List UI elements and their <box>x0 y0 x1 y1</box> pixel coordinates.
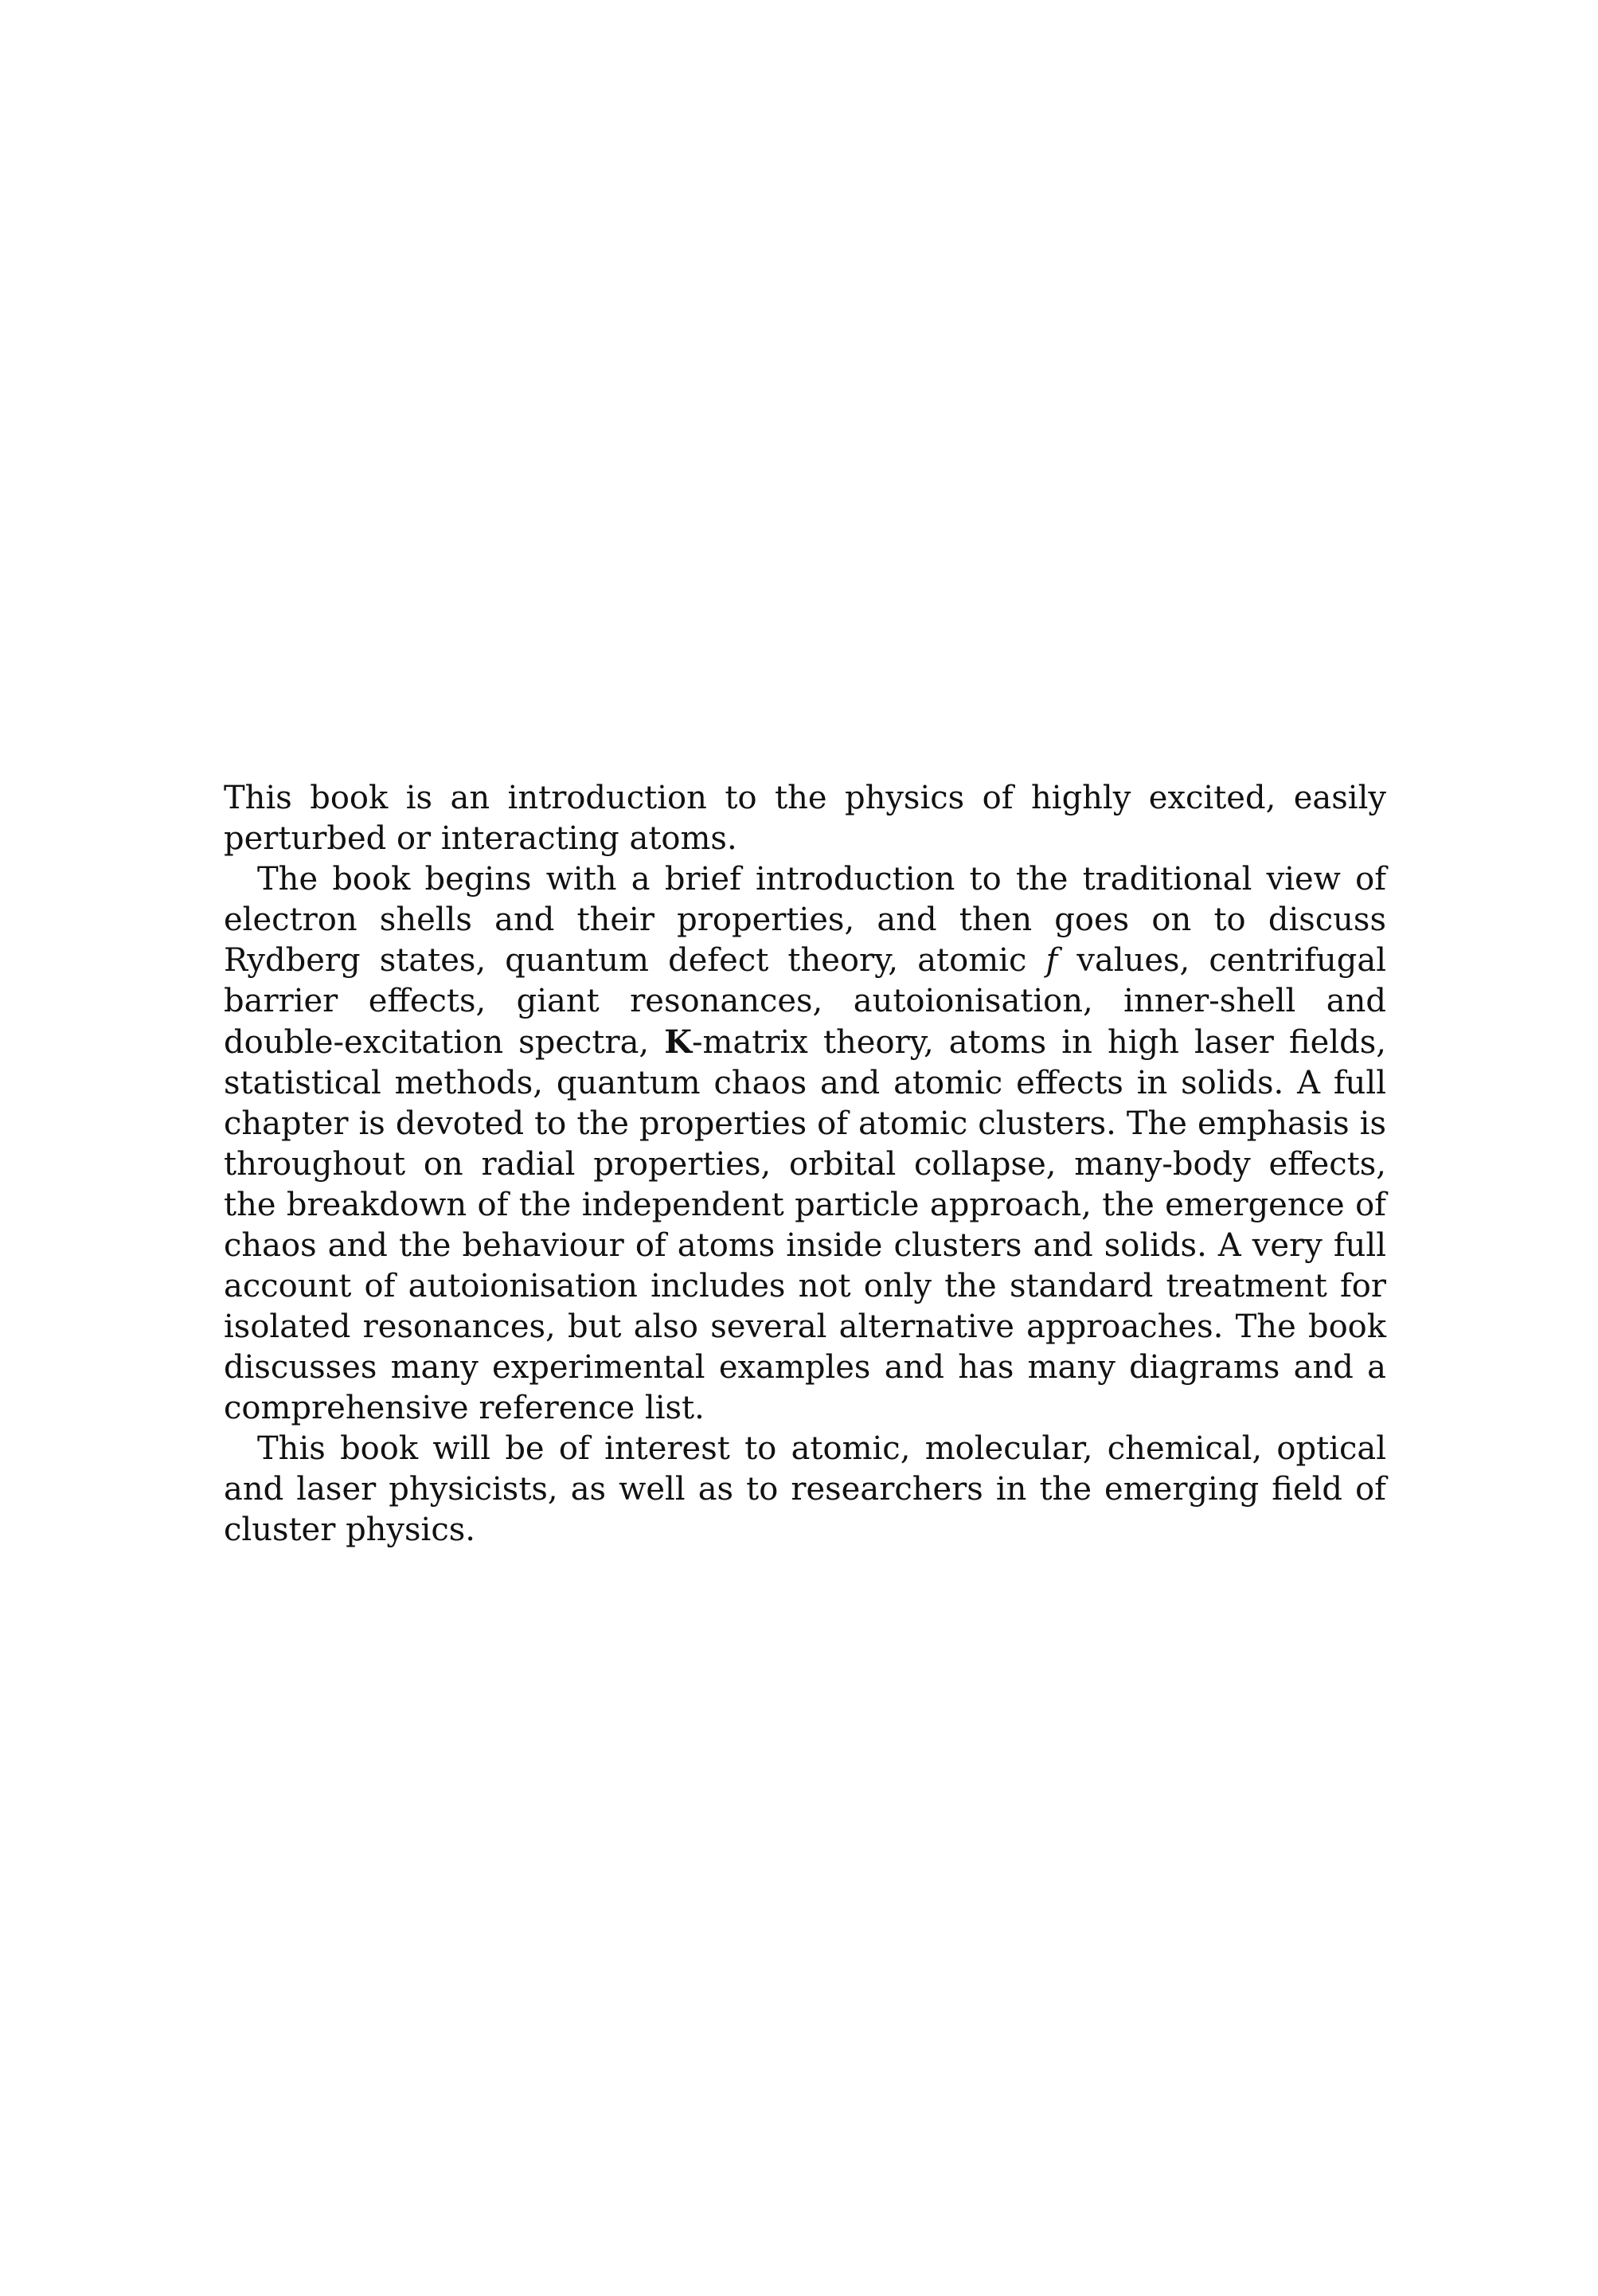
paragraph-intro: This book is an introduction to the physics of highly excited, easily perturbed or interacting atoms. <box>224 780 1386 857</box>
contents-text-part-3: -matrix theory, atoms in high laser fields, statistical methods, quantum chaos and atomic effects in solids. A full chapter is devoted to the properties of atomic clusters. The emphasis is throughout on radial properties, orbital collapse, many-body effects, the breakdown of the independent particle approach, the emergence of chaos and the behaviour of atoms inside clusters and solids. A very full account of autoionisation includes not only the standard treatment for isolated resonances, but also several alternative approaches. The book discusses many experimental examples and has many diagrams and a comprehensive reference list. <box>224 1024 1386 1426</box>
f-symbol: f <box>1045 942 1058 979</box>
book-description <box>224 778 1386 1551</box>
contents-text-part-2: values, centrifugal barrier effects, giant resonances, autoionisation, inner-shell and double-excitation spectra, <box>224 942 1386 1061</box>
paragraph-contents <box>224 859 1386 1429</box>
k-symbol: K <box>664 1023 693 1061</box>
contents-text-part-1: The book begins with a brief introduction to the traditional view of electron shells and their properties, and then goes on to discuss Rydberg states, quantum defect theory, atomic <box>224 861 1386 979</box>
paragraph-audience: This book will be of interest to atomic, molecular, chemical, optical and laser physicists, as well as to researchers in the emerging field of cluster physics. <box>224 1430 1386 1548</box>
